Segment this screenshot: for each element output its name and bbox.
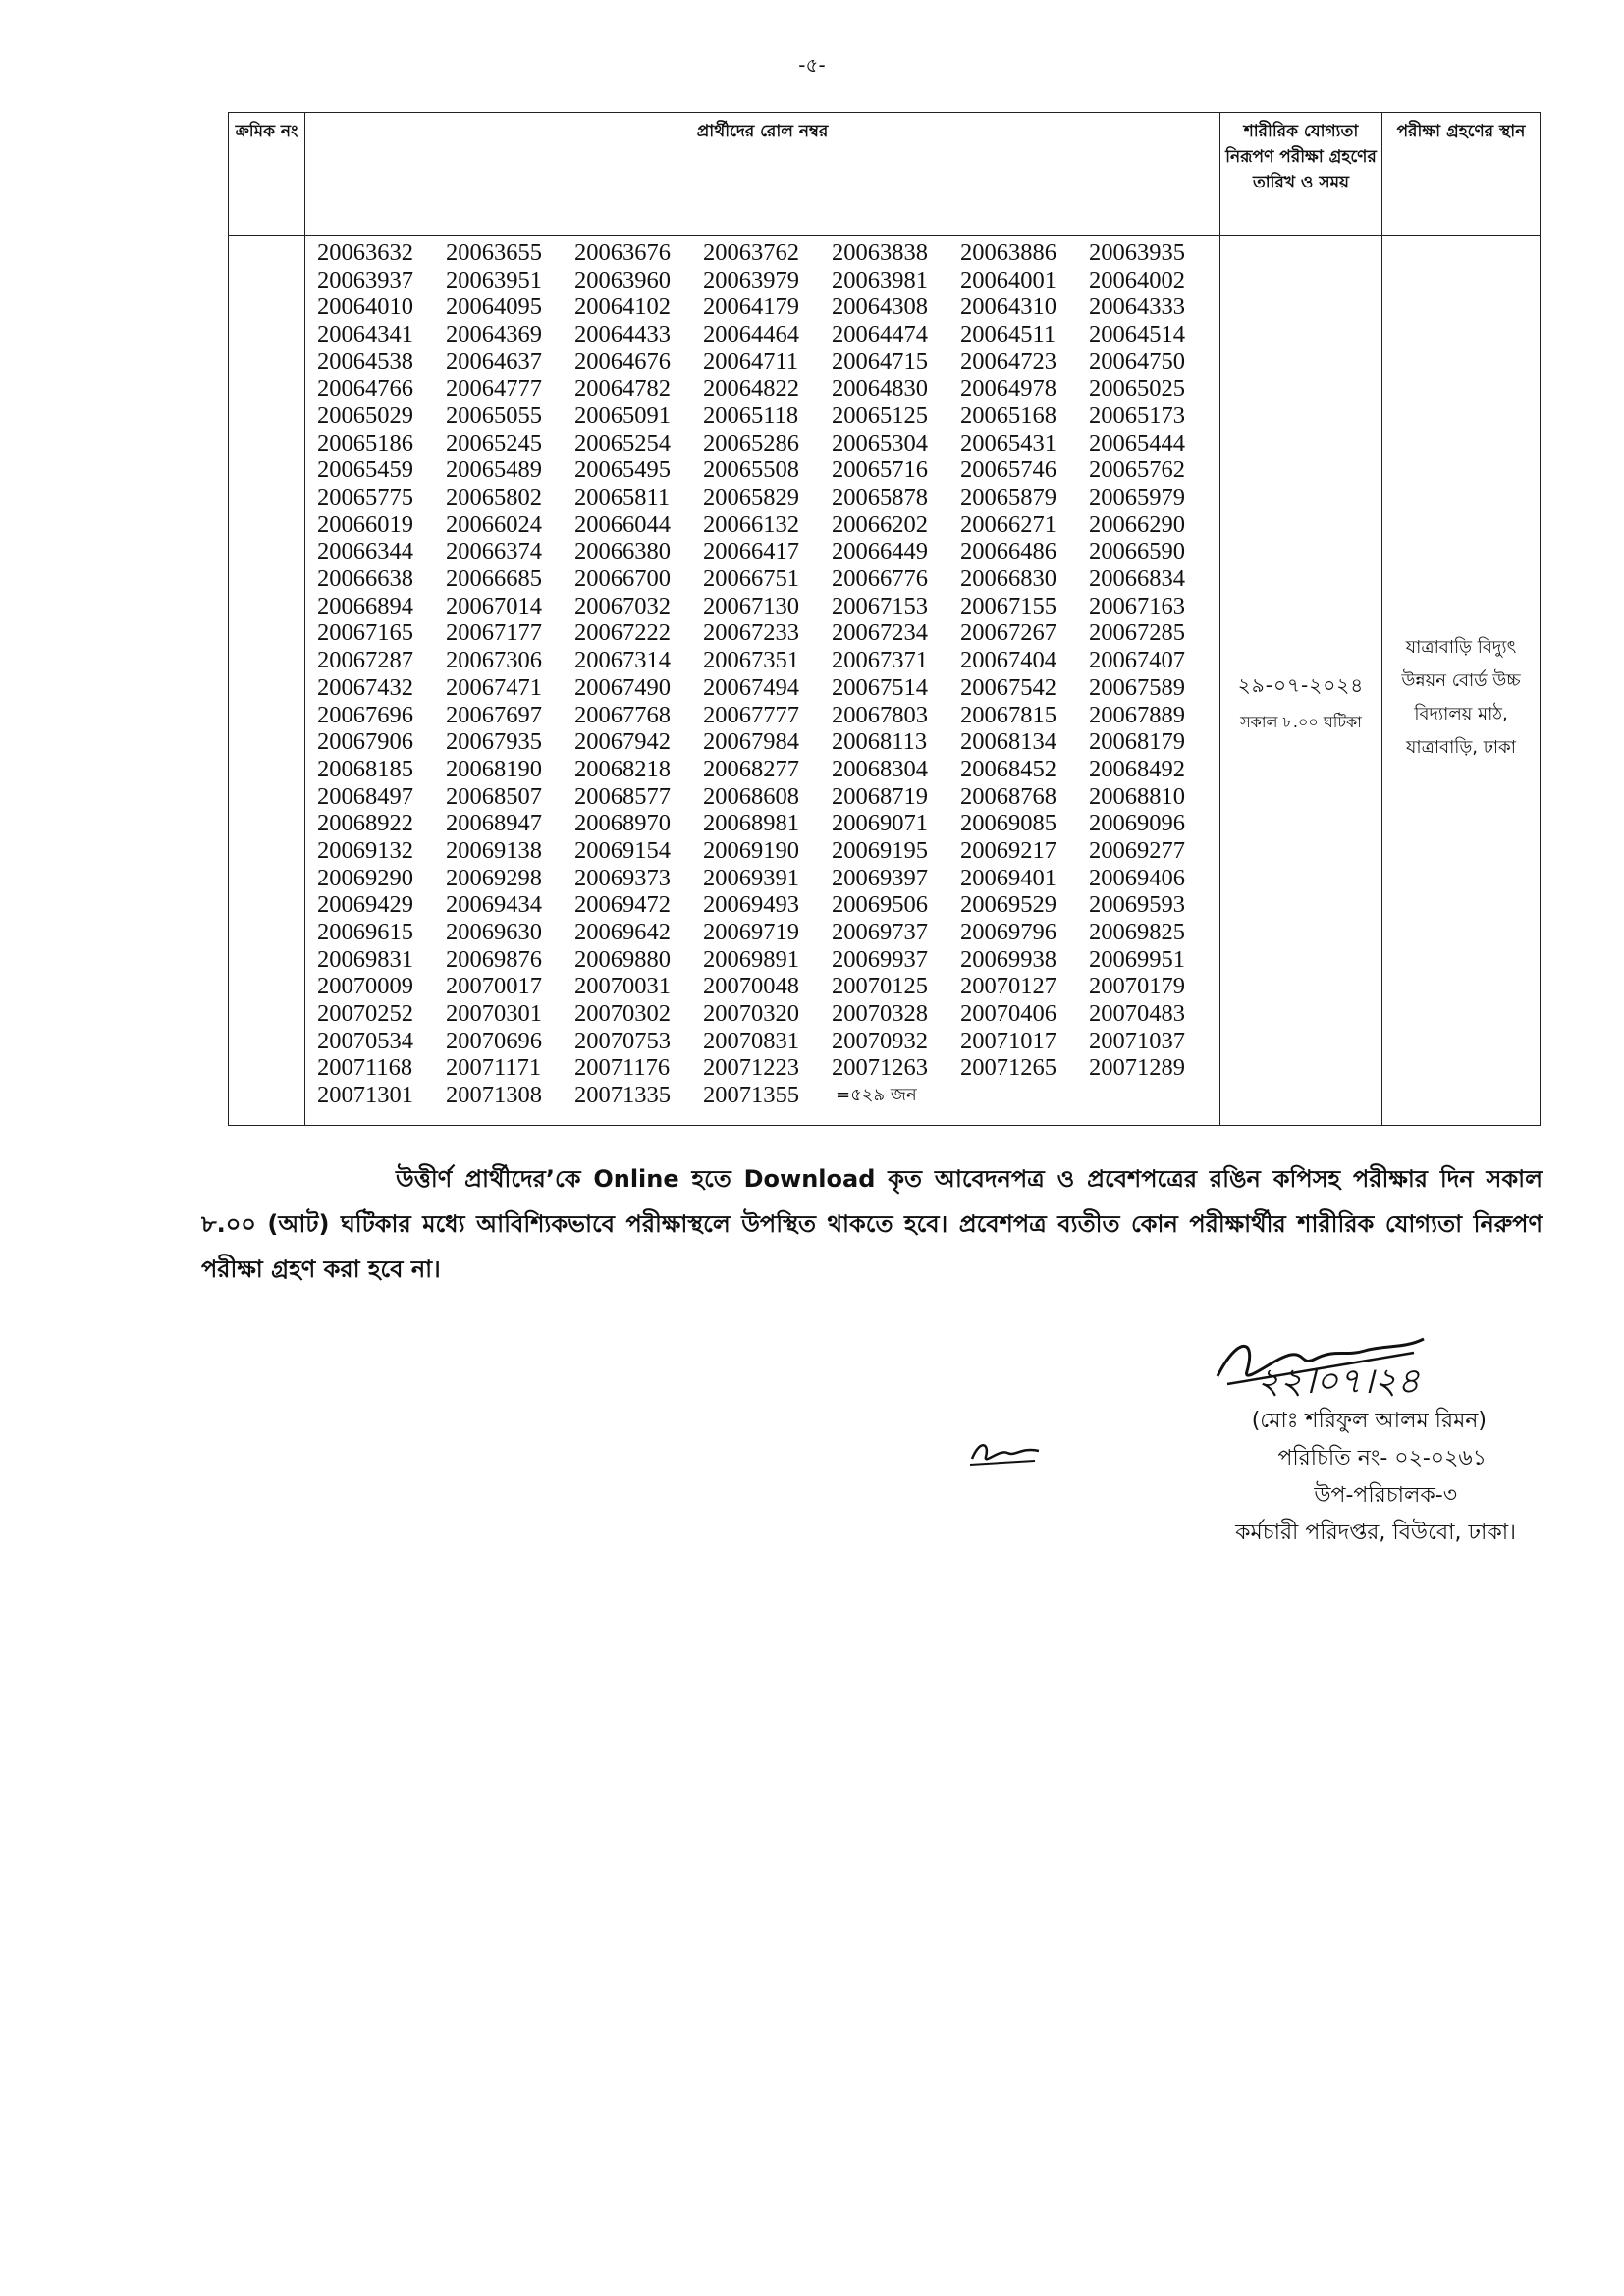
roll-number: 20069391 [703, 864, 799, 891]
roll-row [317, 728, 1219, 756]
roll-number: 20069472 [574, 891, 671, 919]
roll-number: 20063935 [1089, 239, 1185, 266]
roll-number: 20068304 [832, 755, 928, 782]
roll-number: 20067404 [960, 647, 1056, 674]
roll-number: 20070031 [574, 973, 671, 1000]
roll-number: 20067130 [703, 592, 799, 619]
roll-number: 20064333 [1089, 294, 1185, 321]
roll-number: 20071289 [1089, 1054, 1185, 1082]
roll-number: 20064002 [1089, 266, 1185, 294]
roll-numbers-cell [305, 236, 1220, 1126]
signatory-id: পরিচিতি নং- ০২-০২৬১ [1277, 1446, 1487, 1470]
roll-row [317, 565, 1219, 593]
roll-number: 20070017 [446, 973, 542, 1000]
roll-number: 20066834 [1089, 565, 1185, 593]
roll-row [317, 810, 1219, 837]
roll-number: 20068577 [574, 782, 671, 810]
roll-number: 20069085 [960, 810, 1056, 837]
roll-number: 20068113 [832, 728, 928, 756]
roll-number: 20067542 [960, 673, 1056, 701]
roll-number: 20068497 [317, 782, 413, 810]
roll-number: 20065495 [574, 456, 671, 484]
roll-row [317, 620, 1219, 648]
roll-number: 20067777 [703, 701, 799, 728]
roll-number: 20067371 [832, 647, 928, 674]
roll-number: 20066486 [960, 538, 1056, 565]
roll-number: 20069071 [832, 810, 928, 837]
roll-number: 20064341 [317, 320, 413, 347]
roll-number: 20068218 [574, 755, 671, 782]
roll-number: 20067589 [1089, 673, 1185, 701]
roll-number: 20065055 [446, 401, 542, 429]
roll-row [317, 919, 1219, 946]
roll-number: 20064308 [832, 294, 928, 321]
roll-number: 20064676 [574, 347, 671, 375]
roll-row [317, 321, 1219, 348]
roll-number: 20065245 [446, 429, 542, 456]
roll-number: 20063979 [703, 266, 799, 294]
roll-row [317, 267, 1219, 294]
roll-number: 20065173 [1089, 401, 1185, 429]
roll-number: 20067222 [574, 619, 671, 647]
roll-number: 20064474 [832, 320, 928, 347]
roll-number-table [228, 112, 1541, 1126]
roll-number: 20065254 [574, 429, 671, 456]
roll-number: 20065775 [317, 484, 413, 511]
roll-number: 20064637 [446, 347, 542, 375]
roll-number: 20069434 [446, 891, 542, 919]
roll-number: 20066380 [574, 538, 671, 565]
roll-number: 20064010 [317, 294, 413, 321]
roll-number: 20067942 [574, 728, 671, 756]
roll-number: 20069938 [960, 945, 1056, 973]
roll-row [317, 240, 1219, 267]
roll-number: 20068452 [960, 755, 1056, 782]
roll-number: 20063951 [446, 266, 542, 294]
roll-number: 20068507 [446, 782, 542, 810]
header-rolls: প্রার্থীদের রোল নম্বর [305, 113, 1220, 236]
signature-block [966, 1327, 1516, 1582]
roll-number: 20067233 [703, 619, 799, 647]
roll-number: 20067177 [446, 619, 542, 647]
exam-date: ২৯-০৭-২০২৪ [1237, 673, 1365, 697]
roll-number: 20063655 [446, 239, 542, 266]
roll-number: 20069825 [1089, 919, 1185, 946]
roll-number: 20065091 [574, 401, 671, 429]
roll-number: 20068719 [832, 782, 928, 810]
roll-number: 20069493 [703, 891, 799, 919]
roll-number: 20065029 [317, 401, 413, 429]
signatory-name: (মোঃ শরিফুল আলম রিমন) [1251, 1409, 1487, 1433]
roll-number: 20069880 [574, 945, 671, 973]
roll-number: 20068608 [703, 782, 799, 810]
roll-number: 20064723 [960, 347, 1056, 375]
initial-scribble-icon [966, 1435, 1045, 1470]
roll-number: 20071301 [317, 1082, 413, 1109]
roll-number: 20065508 [703, 456, 799, 484]
roll-number: 20065444 [1089, 429, 1185, 456]
roll-number: 20070302 [574, 1000, 671, 1028]
roll-number: 20065811 [574, 484, 671, 511]
roll-number: 20067032 [574, 592, 671, 619]
roll-number: 20071176 [574, 1054, 671, 1082]
roll-number: 20068970 [574, 810, 671, 837]
roll-number: 20064514 [1089, 320, 1185, 347]
roll-number: 20067514 [832, 673, 928, 701]
roll-number: 20066044 [574, 510, 671, 538]
roll-number: 20067163 [1089, 592, 1185, 619]
roll-number: 20066202 [832, 510, 928, 538]
signatory-designation: উপ-পরিচালক-৩ [1314, 1483, 1457, 1508]
roll-number: 20068134 [960, 728, 1056, 756]
roll-number: 20069132 [317, 836, 413, 864]
roll-number: 20064777 [446, 375, 542, 402]
roll-number: 20070048 [703, 973, 799, 1000]
exam-venue: যাত্রাবাড়ি বিদ্যুৎ উন্নয়ন বোর্ড উচ্চ বিদ্যালয় মাঠ, যাত্রাবাড়ি, ঢাকা [1401, 637, 1521, 758]
roll-number: 20067287 [317, 647, 413, 674]
roll-number: 20069642 [574, 919, 671, 946]
roll-number: 20065762 [1089, 456, 1185, 484]
roll-number: 20065125 [832, 401, 928, 429]
roll-number: 20063838 [832, 239, 928, 266]
roll-number: 20068179 [1089, 728, 1185, 756]
roll-number: 20065746 [960, 456, 1056, 484]
roll-number: 20071265 [960, 1054, 1056, 1082]
roll-number: 20069277 [1089, 836, 1185, 864]
total-candidates: =৫২৯ জন [836, 1084, 917, 1105]
roll-number: 20064711 [703, 347, 799, 375]
roll-number: 20068810 [1089, 782, 1185, 810]
roll-row [317, 974, 1219, 1001]
roll-number: 20064978 [960, 375, 1056, 402]
roll-number: 20067285 [1089, 619, 1185, 647]
roll-number: 20065459 [317, 456, 413, 484]
roll-number: 20067815 [960, 701, 1056, 728]
roll-number: 20066344 [317, 538, 413, 565]
roll-number: 20067234 [832, 619, 928, 647]
notice-text: উত্তীর্ণ প্রার্থীদের’কে Online হতে Download কৃত আবেদনপত্র ও প্রবেশপত্রের রঙিন কপিসহ পরীক্ষার দিন সকাল ৮.০০ (আট) ঘটিকার মধ্যে আবিশ্যিকভাবে পরীক্ষাস্থলে উপস্থিত থাকতে হবে। প্রবেশপত্র ব্যতীত কোন পরীক্ষার্থীর শারীরিক যোগ্যতা নিরুপণ পরীক্ষা গ্রহণ করা হবে না। [201, 1165, 1543, 1283]
roll-number: 20064782 [574, 375, 671, 402]
roll-number: 20067935 [446, 728, 542, 756]
roll-row [317, 892, 1219, 920]
roll-number: 20070753 [574, 1027, 671, 1054]
roll-number: 20069719 [703, 919, 799, 946]
roll-number: 20069406 [1089, 864, 1185, 891]
roll-number: 20068768 [960, 782, 1056, 810]
roll-number: 20065025 [1089, 375, 1185, 402]
roll-row [317, 348, 1219, 376]
roll-row [317, 430, 1219, 457]
roll-number: 20064538 [317, 347, 413, 375]
serial-cell [229, 236, 305, 1126]
roll-row [317, 294, 1219, 321]
signatory-office: কর্মচারী পরিদপ্তর, বিউবো, ঢাকা। [1235, 1521, 1516, 1545]
roll-number: 20065118 [703, 401, 799, 429]
roll-row [317, 647, 1219, 674]
roll-number: 20070320 [703, 1000, 799, 1028]
roll-number: 20066894 [317, 592, 413, 619]
roll-row [317, 783, 1219, 811]
roll-number: 20067494 [703, 673, 799, 701]
roll-number: 20071037 [1089, 1027, 1185, 1054]
roll-number: 20069529 [960, 891, 1056, 919]
roll-number: 20069937 [832, 945, 928, 973]
roll-number: 20068190 [446, 755, 542, 782]
roll-number: 20066449 [832, 538, 928, 565]
roll-number: 20067314 [574, 647, 671, 674]
roll-number: 20063937 [317, 266, 413, 294]
roll-row [317, 1028, 1219, 1055]
roll-number: 20068277 [703, 755, 799, 782]
roll-number: 20065879 [960, 484, 1056, 511]
roll-row [317, 375, 1219, 402]
roll-number: 20065304 [832, 429, 928, 456]
roll-number: 20069195 [832, 836, 928, 864]
roll-number: 20065168 [960, 401, 1056, 429]
roll-number: 20066700 [574, 565, 671, 593]
roll-number: 20066685 [446, 565, 542, 593]
roll-number: 20069190 [703, 836, 799, 864]
roll-number: 20069298 [446, 864, 542, 891]
roll-number: 20065286 [703, 429, 799, 456]
roll-number: 20070534 [317, 1027, 413, 1054]
roll-number: 20071017 [960, 1027, 1056, 1054]
roll-row [317, 1082, 1219, 1109]
roll-number: 20066374 [446, 538, 542, 565]
roll-row [317, 457, 1219, 485]
roll-number: 20064095 [446, 294, 542, 321]
roll-number: 20066830 [960, 565, 1056, 593]
roll-number: 20071171 [446, 1054, 542, 1082]
roll-number: 20063960 [574, 266, 671, 294]
roll-number: 20064464 [703, 320, 799, 347]
roll-number: 20070483 [1089, 1000, 1185, 1028]
roll-number: 20069429 [317, 891, 413, 919]
roll-number: 20070696 [446, 1027, 542, 1054]
roll-row [317, 837, 1219, 865]
roll-number: 20070009 [317, 973, 413, 1000]
roll-number: 20071168 [317, 1054, 413, 1082]
exam-time: সকাল ৮.০০ ঘটিকা [1240, 713, 1362, 731]
roll-number: 20066417 [703, 538, 799, 565]
roll-number: 20067306 [446, 647, 542, 674]
roll-number: 20064179 [703, 294, 799, 321]
roll-row [317, 593, 1219, 620]
roll-number: 20071335 [574, 1082, 671, 1109]
roll-number: 20064511 [960, 320, 1056, 347]
roll-number: 20069615 [317, 919, 413, 946]
page-number: -৫- [798, 53, 826, 77]
roll-number: 20067407 [1089, 647, 1185, 674]
roll-row [317, 539, 1219, 566]
roll-number: 20067471 [446, 673, 542, 701]
roll-number: 20063676 [574, 239, 671, 266]
roll-number: 20066751 [703, 565, 799, 593]
roll-number: 20070831 [703, 1027, 799, 1054]
roll-number: 20067984 [703, 728, 799, 756]
roll-number: 20068492 [1089, 755, 1185, 782]
roll-number: 20066132 [703, 510, 799, 538]
roll-number: 20069737 [832, 919, 928, 946]
roll-number: 20064822 [703, 375, 799, 402]
roll-number: 20066024 [446, 510, 542, 538]
roll-row [317, 1000, 1219, 1028]
date-time-cell [1220, 236, 1382, 1126]
venue-cell [1382, 236, 1541, 1126]
roll-number: 20069876 [446, 945, 542, 973]
roll-row [317, 674, 1219, 702]
roll-number: 20064766 [317, 375, 413, 402]
roll-number: 20070252 [317, 1000, 413, 1028]
roll-number: 20063762 [703, 239, 799, 266]
roll-number: 20066590 [1089, 538, 1185, 565]
roll-number: 20069217 [960, 836, 1056, 864]
roll-row [317, 511, 1219, 539]
roll-number: 20064750 [1089, 347, 1185, 375]
roll-number: 20067267 [960, 619, 1056, 647]
roll-number: 20069290 [317, 864, 413, 891]
roll-number: 20063981 [832, 266, 928, 294]
roll-number: 20070127 [960, 973, 1056, 1000]
notice-paragraph [201, 1156, 1543, 1292]
roll-number: 20067155 [960, 592, 1056, 619]
roll-number: 20067697 [446, 701, 542, 728]
roll-number: 20065979 [1089, 484, 1185, 511]
roll-number: 20066019 [317, 510, 413, 538]
roll-number: 20069593 [1089, 891, 1185, 919]
roll-number: 20065186 [317, 429, 413, 456]
roll-number: 20067153 [832, 592, 928, 619]
roll-number: 20070406 [960, 1000, 1056, 1028]
table-header-row [229, 113, 1541, 236]
roll-number: 20065878 [832, 484, 928, 511]
roll-number: 20065802 [446, 484, 542, 511]
roll-number: 20067351 [703, 647, 799, 674]
roll-number: 20064369 [446, 320, 542, 347]
roll-number: 20064310 [960, 294, 1056, 321]
roll-number: 20064001 [960, 266, 1056, 294]
roll-row [317, 402, 1219, 430]
roll-number: 20068922 [317, 810, 413, 837]
roll-number: 20069397 [832, 864, 928, 891]
roll-number: 20070328 [832, 1000, 928, 1028]
roll-number: 20064433 [574, 320, 671, 347]
roll-number: 20069373 [574, 864, 671, 891]
header-date-time: শারীরিক যোগ্যতা নিরূপণ পরীক্ষা গ্রহণের তারিখ ও সময় [1220, 113, 1382, 236]
table-row [229, 236, 1541, 1126]
header-venue: পরীক্ষা গ্রহণের স্থান [1382, 113, 1541, 236]
roll-number: 20066776 [832, 565, 928, 593]
roll-number: 20071355 [703, 1082, 799, 1109]
roll-number: 20067803 [832, 701, 928, 728]
roll-number: 20065489 [446, 456, 542, 484]
roll-number: 20065829 [703, 484, 799, 511]
roll-number: 20069831 [317, 945, 413, 973]
roll-number: 20067889 [1089, 701, 1185, 728]
roll-number: 20070179 [1089, 973, 1185, 1000]
roll-number: 20067768 [574, 701, 671, 728]
roll-number: 20070932 [832, 1027, 928, 1054]
roll-number: 20066290 [1089, 510, 1185, 538]
signature-handwritten-date: ২২।০৭।২৪ [1257, 1362, 1421, 1402]
roll-number: 20064830 [832, 375, 928, 402]
roll-number: 20071223 [703, 1054, 799, 1082]
roll-number: 20067165 [317, 619, 413, 647]
roll-number: 20067696 [317, 701, 413, 728]
roll-number: 20069630 [446, 919, 542, 946]
roll-number: 20067906 [317, 728, 413, 756]
roll-number: 20069506 [832, 891, 928, 919]
roll-number: 20068947 [446, 810, 542, 837]
roll-number: 20069951 [1089, 945, 1185, 973]
roll-number: 20071308 [446, 1082, 542, 1109]
header-serial: ক্রমিক নং [229, 113, 305, 236]
roll-number: 20066638 [317, 565, 413, 593]
roll-number: 20069891 [703, 945, 799, 973]
roll-row [317, 756, 1219, 783]
roll-number: 20063886 [960, 239, 1056, 266]
roll-number: 20071263 [832, 1054, 928, 1082]
roll-number: 20064102 [574, 294, 671, 321]
roll-number: 20069796 [960, 919, 1056, 946]
roll-number: 20067014 [446, 592, 542, 619]
roll-number: 20069401 [960, 864, 1056, 891]
roll-number: 20067490 [574, 673, 671, 701]
roll-number: 20068981 [703, 810, 799, 837]
roll-row [317, 1055, 1219, 1083]
roll-number: 20065431 [960, 429, 1056, 456]
roll-number: 20069138 [446, 836, 542, 864]
roll-row [317, 865, 1219, 892]
roll-number: 20064715 [832, 347, 928, 375]
roll-number: 20070125 [832, 973, 928, 1000]
roll-number: 20067432 [317, 673, 413, 701]
roll-number: 20069096 [1089, 810, 1185, 837]
roll-number: 20070301 [446, 1000, 542, 1028]
roll-row [317, 702, 1219, 729]
roll-row [317, 484, 1219, 511]
roll-number: 20069154 [574, 836, 671, 864]
roll-number: 20066271 [960, 510, 1056, 538]
roll-number: 20063632 [317, 239, 413, 266]
roll-number: 20068185 [317, 755, 413, 782]
roll-row [317, 946, 1219, 974]
roll-number: 20065716 [832, 456, 928, 484]
